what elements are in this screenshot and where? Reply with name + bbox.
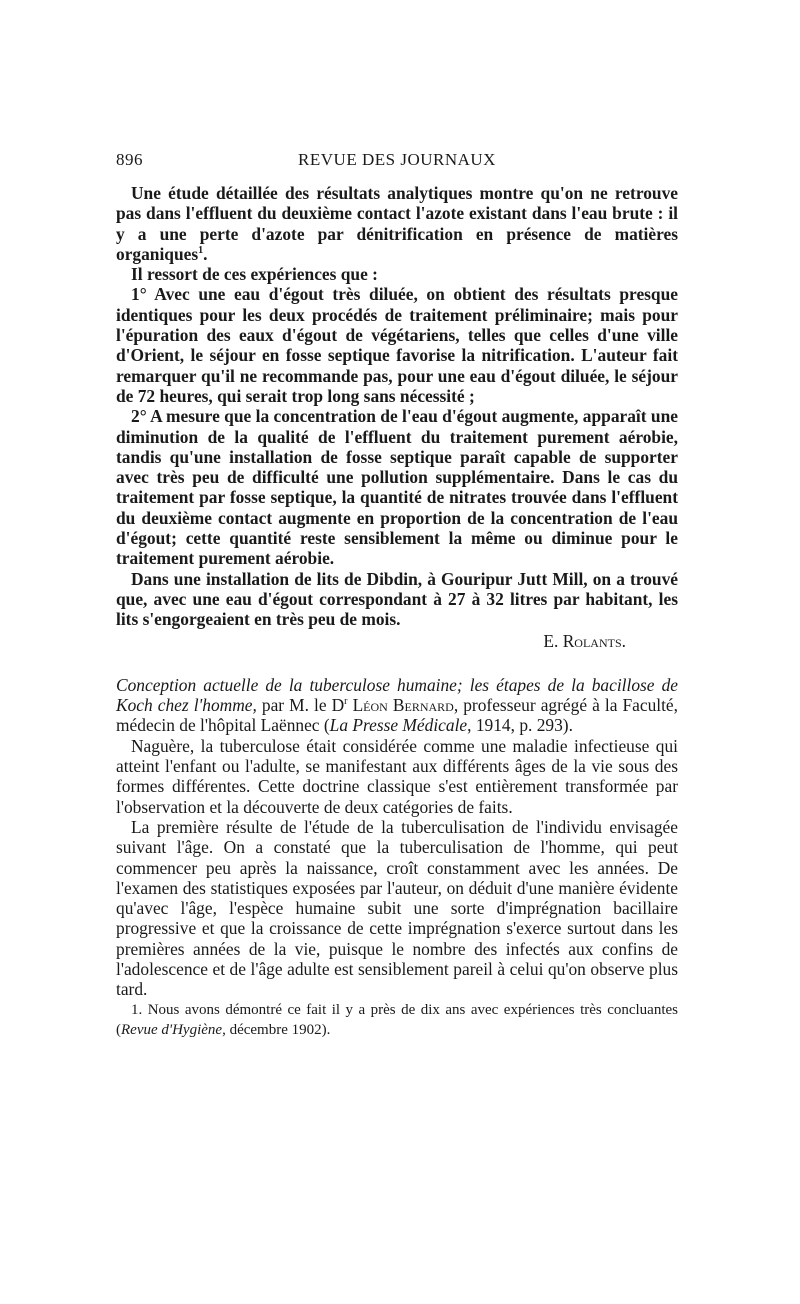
- paragraph: 1° Avec une eau d'égout très diluée, on obtient des résultats presque identiques pour les deux procédés de traitement préliminaire; mais pour l'épuration des eaux d'égout de végétariens, telles que celles d'une ville d'Orient, le séjour en fosse septique favorise la nitrification. L'auteur fait remarquer qu'il ne recommande pas, pour une eau d'égout diluée, le séjour de 72 heures, qui serait trop long sans nécessité ;: [116, 284, 678, 406]
- paragraph: Naguère, la tuberculose était considérée comme une maladie infectieuse qui atteint l'enfant ou l'adulte, se manifestant aux différents âges de la vie sous des formes différentes. Cette doctrine classique s'est entièrement transformée par l'observation et la découverte de deux catégories de faits.: [116, 735, 678, 817]
- page-header: [116, 150, 678, 174]
- first-article-text: [116, 183, 678, 630]
- footnote-ref: 1: [198, 245, 204, 257]
- paragraph: 2° A mesure que la concentration de l'eau d'égout augmente, apparaît une diminution de la qualité de l'effluent du traitement purement aérobie, tandis qu'une installation de fosse septique paraît capable de supporter avec très peu de difficulté une pollution supplémentaire. Dans le cas du traitement par fosse septique, la quantité de nitrates trouvée dans l'effluent du deuxième contact augmente en proportion de la concentration de l'eau d'égout; cette quantité reste sensiblement la même ou diminue pour le traitement purement aérobie.: [116, 406, 678, 569]
- footnote: 1. Nous avons démontré ce fait il y a près de dix ans avec expériences très concluantes (Revue d'Hygiène, décembre 1902).: [116, 1001, 678, 1038]
- running-title: REVUE DES JOURNAUX: [298, 150, 496, 169]
- article-title: Conception actuelle de la tuberculose humaine; les étapes de la bacillose de Koch chez l'homme,: [116, 674, 678, 716]
- footnote-journal: Revue d'Hygiène: [121, 1021, 223, 1038]
- journal-name: La Presse Médicale: [329, 715, 468, 736]
- author-signature: E. Rolants.: [543, 630, 626, 651]
- article-author: Léon Bernard: [347, 695, 454, 716]
- page-number: 896: [116, 150, 143, 169]
- paragraph: La première résulte de l'étude de la tuberculisation de l'individu envisagée suivant l'âge. On a constaté que la tuberculisation de l'homme, qui peut commencer peu après la naissance, croît constamment avec les années. De l'examen des statistiques exposées par l'auteur, on déduit d'une manière évidente qu'avec l'âge, l'espèce humaine subit une sorte d'imprégnation bacillaire progressive et que la croissance de cette imprégnation s'exerce surtout dans les premières années de la vie, puisque le nombre des infectés aux confins de l'adolescence et de l'âge adulte est sensiblement pareil à celui qu'on observe plus tard.: [116, 816, 678, 1000]
- paragraph: Il ressort de ces expériences que :: [131, 264, 378, 285]
- paragraph: Une étude détaillée des résultats analytiques montre qu'on ne retrouve pas dans l'effluent du deuxième contact l'azote existant dans l'eau brute : il y a une perte d'azote par dénitrification en présence de matières organiques$^1$.: [116, 183, 678, 264]
- page-body: [116, 183, 678, 1040]
- article-heading: Conception actuelle de la tuberculose humaine; les étapes de la bacillose de Koch chez l'homme, par M. le $D^r$ Léon Bernard, professeur agrégé à la Faculté, médecin de l'hôpital Laënnec (La Presse Médicale, 1914, p. 293).: [116, 674, 679, 736]
- paragraph: Dans une installation de lits de Dibdin, à Gouripur Jutt Mill, on a trouvé que, avec une eau d'égout correspondant à 27 à 32 litres par habitant, les lits s'engorgeaient en très peu de mois.: [116, 568, 678, 630]
